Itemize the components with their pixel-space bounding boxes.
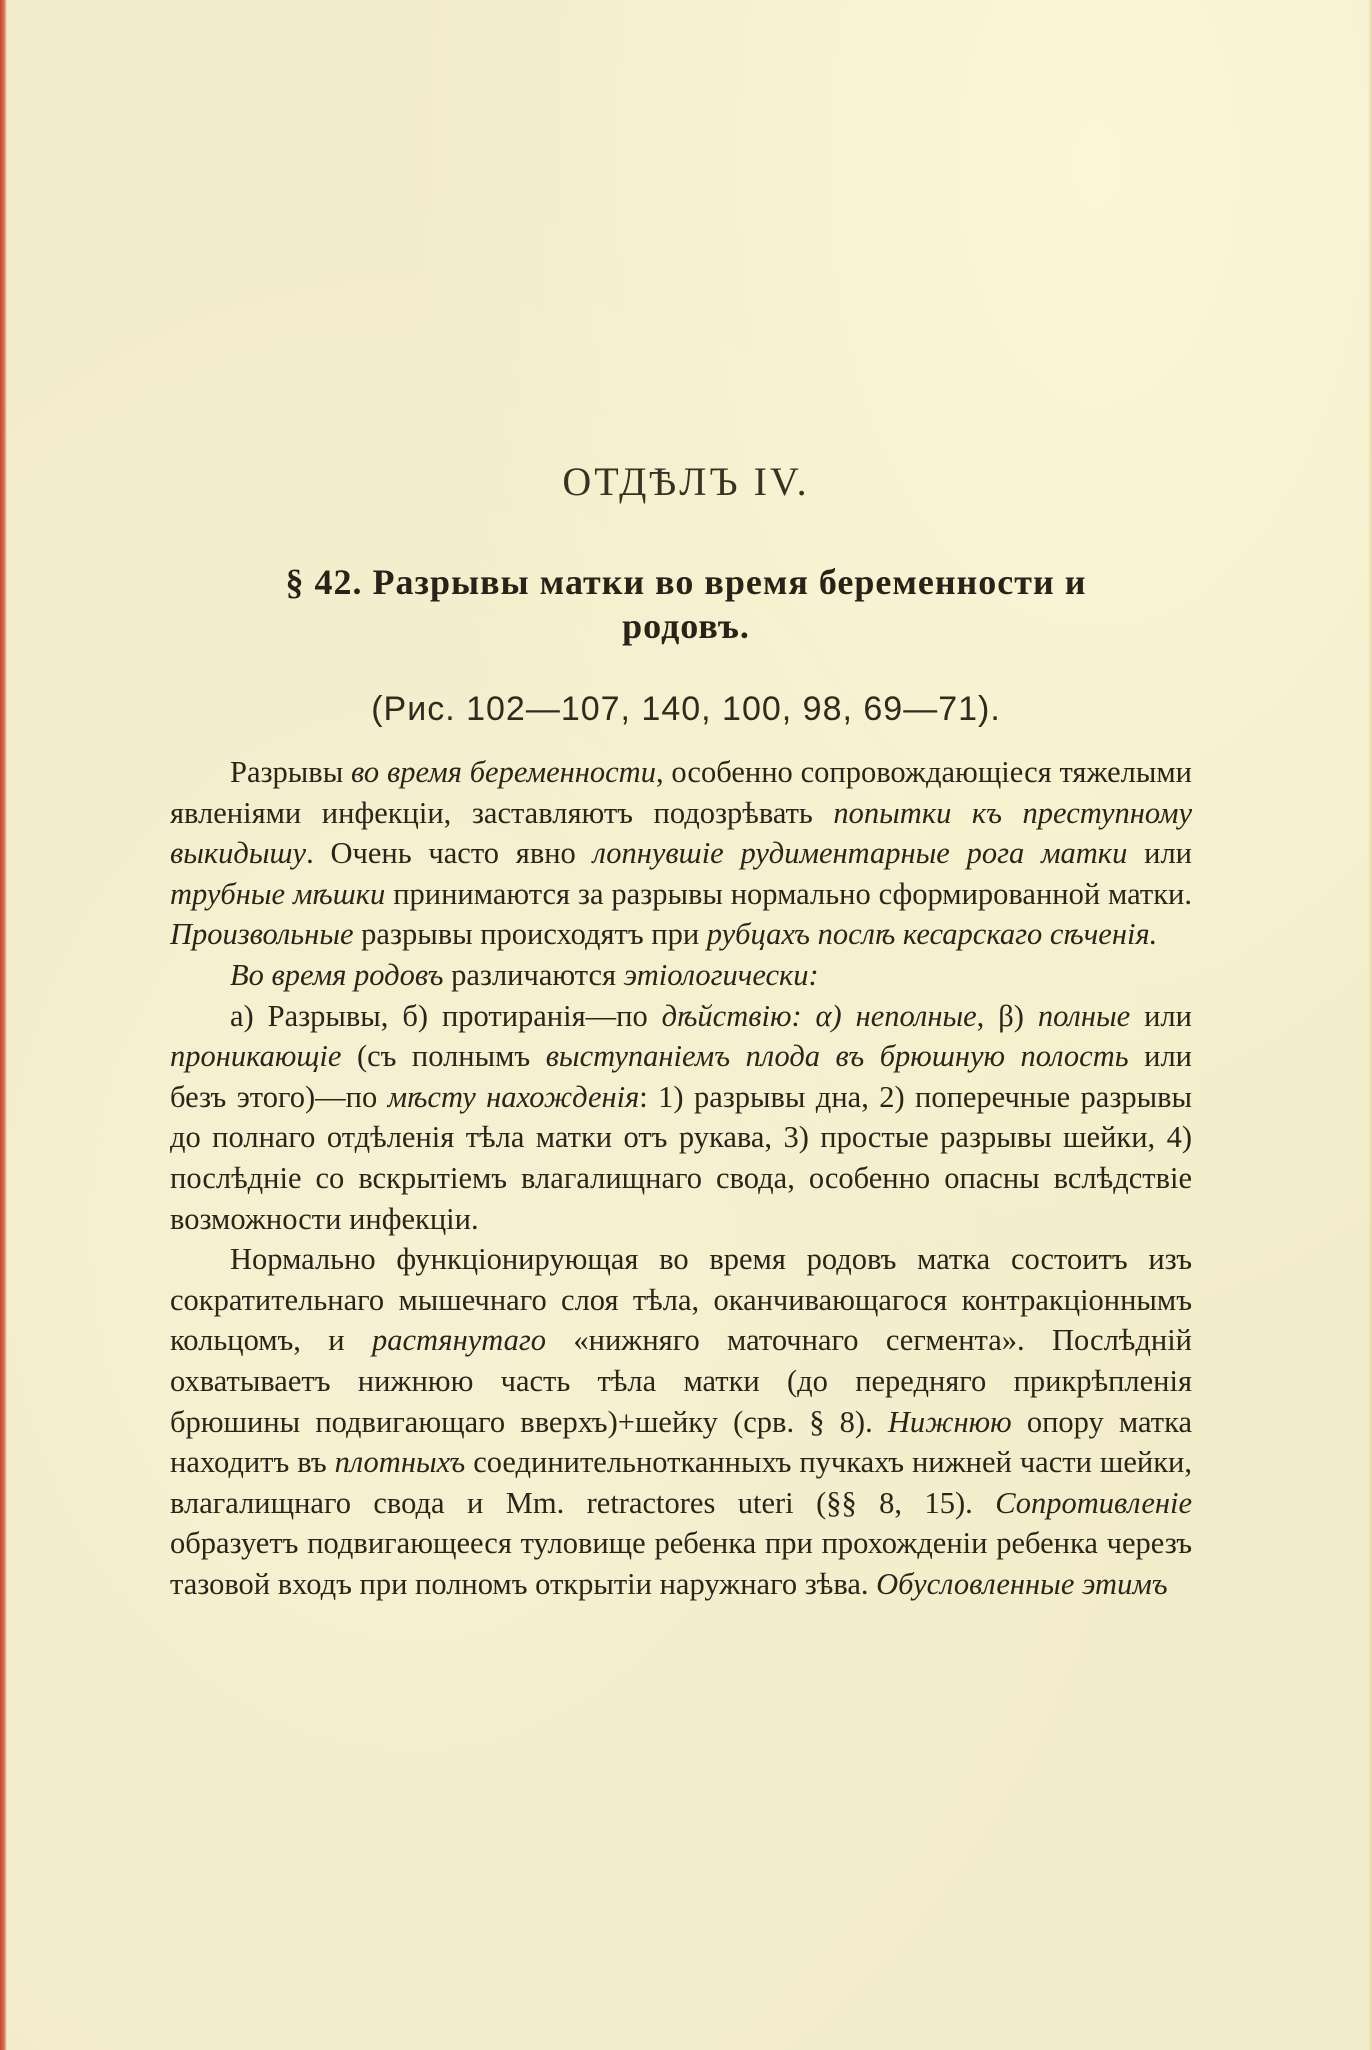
text-run: принимаются за разрывы нормально сформированной матки.: [385, 876, 1192, 911]
paragraph-1: [170, 752, 1192, 955]
section-heading: ОТДѢЛЪ IV.: [562, 459, 810, 504]
body-text: [170, 752, 1192, 1604]
text-run: соединительнотканныхъ пучкахъ нижней части шейки, влагалищнаго свода и Mm. retractores uteri (§§ 8, 15).: [170, 1445, 1192, 1520]
italic-run: мѣсту нахожденія: [387, 1079, 640, 1114]
article-title-line-1: § 42. Разрывы матки во время беременности и: [285, 562, 1087, 602]
figure-references: (Рис. 102—107, 140, 100, 98, 69—71).: [371, 690, 1001, 728]
text-run: опору матка находитъ въ: [170, 1404, 1192, 1480]
paragraph-2: [170, 955, 1192, 996]
italic-run: выступаніемъ плода въ брюшную полость: [545, 1039, 1129, 1074]
italic-run: Во время родовъ: [230, 957, 444, 992]
italic-run: во время беременности: [351, 755, 656, 789]
italic-run: трубные мѣшки: [170, 876, 386, 911]
page-edge-left: [0, 0, 7, 2050]
text-run: , особенно сопровождающіеся тяжелыми явленіями инфекціи, заставляютъ подозрѣвать: [170, 755, 1192, 830]
italic-run: полные: [1037, 998, 1131, 1033]
italic-run: растянутаго: [371, 1323, 547, 1358]
page-edge-right: [1368, 0, 1372, 2050]
text-run: : 1) разрывы дна, 2) поперечные разрывы до полнаго отдѣленія тѣла матки отъ рукава, 3) простые разрывы шейки, 4) послѣдніе со вскрытіемъ влагалищнаго свода, особенно опасны вслѣдствіе возможности инфекціи.: [170, 1079, 1193, 1236]
italic-run: этіологически:: [623, 957, 819, 992]
italic-run: Сопротивленіе: [995, 1485, 1192, 1520]
italic-run: Обусловленные этимъ: [876, 1566, 1168, 1601]
text-run: различаются: [443, 957, 624, 992]
text-run: «нижняго маточнаго сегмента». Послѣдній охватываетъ нижнюю часть тѣла матки (до передняго прикрѣпленія брюшины подвигающаго вверхъ)+шейку (срв. § 8).: [170, 1323, 1192, 1439]
text-run: Разрывы: [230, 755, 352, 789]
italic-run: рубцахъ послѣ кесарскаго сѣченія.: [706, 917, 1158, 952]
text-run: а) Разрывы, б) протиранія—по: [230, 998, 662, 1033]
article-title-line-2: родовъ.: [622, 606, 750, 646]
italic-run: Произвольные: [170, 917, 354, 952]
italic-run: лопнувшіе рудиментарные рога матки: [592, 836, 1128, 871]
text-run: (съ полнымъ: [341, 1039, 546, 1074]
paragraph-3: [170, 996, 1192, 1240]
italic-run: Нижнюю: [887, 1404, 1012, 1439]
paragraph-4: [170, 1239, 1192, 1604]
italic-run: попытки къ преступному выкидышу: [170, 795, 1193, 871]
italic-run: дѣйствію: α) неполные: [661, 998, 977, 1033]
text-run: или: [1130, 998, 1192, 1033]
text-run: , β): [976, 998, 1038, 1033]
article-title: [170, 560, 1202, 648]
italic-run: плотныхъ: [334, 1445, 466, 1480]
text-run: или безъ этого)—по: [170, 1039, 1192, 1114]
text-run: или: [1127, 836, 1192, 871]
text-run: разрывы происходятъ при: [353, 917, 707, 952]
text-run: Нормально функціонирующая во время родовъ матка состоитъ изъ сократительнаго мышечнаго слоя тѣла, оканчивающагося контракціоннымъ кольцомъ, и: [170, 1242, 1192, 1358]
text-run: . Очень часто явно: [306, 836, 593, 871]
text-run: образуетъ подвигающееся туловище ребенка при прохожденіи ребенка черезъ тазовой входъ при полномъ открытіи наружнаго зѣва.: [170, 1526, 1192, 1601]
italic-run: проникающіе: [170, 1039, 342, 1074]
